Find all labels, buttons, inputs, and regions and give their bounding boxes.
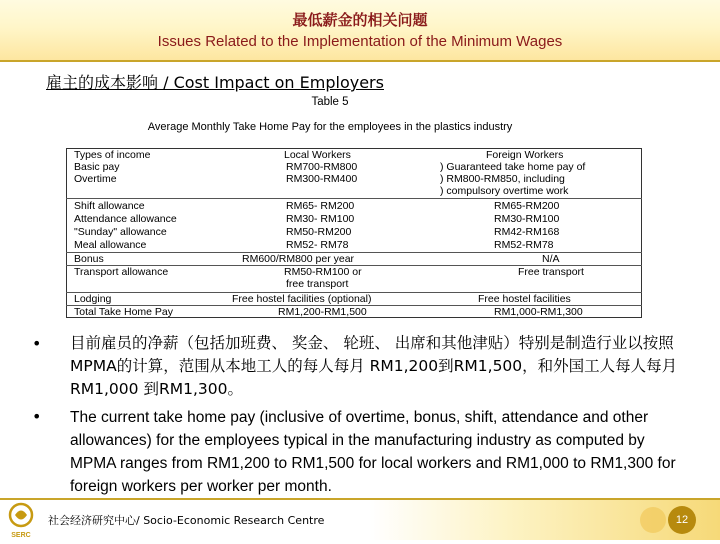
bullet-text-chinese: 目前雇员的净薪（包括加班费、 奖金、 轮班、 出席和其他津贴）特别是制造行业以按照 MPMA的计算，范围从本地工人的每人每月 RM1,200到RM1,500，和外国工人每人每月RM1,000 到RM1,300。 <box>70 334 678 398</box>
cell-type: Meal allowance <box>74 239 147 251</box>
cell-foreign: Free transport <box>518 266 584 278</box>
cell-foreign: RM52-RM78 <box>494 239 554 251</box>
cell-local: RM1,200-RM1,500 <box>278 306 367 318</box>
cell-foreign: N/A <box>542 253 560 265</box>
slide-title-english: Issues Related to the Implementation of the Minimum Wages <box>157 33 563 50</box>
cell-local: free transport <box>286 278 349 290</box>
cell-foreign: RM42-RM168 <box>494 226 560 238</box>
serc-logo <box>6 500 36 540</box>
cell-foreign: ) RM800-RM850, including <box>440 173 565 185</box>
cell-type: "Sunday" allowance <box>74 226 167 238</box>
section-subtitle: 雇主的成本影响 / Cost Impact on Employers <box>46 73 384 92</box>
bullet-marker: • <box>32 334 42 353</box>
cell-local: RM52- RM78 <box>286 239 349 251</box>
cell-foreign: RM65-RM200 <box>494 200 560 212</box>
cell-local: RM50-RM200 <box>286 226 352 238</box>
cell-type: Basic pay <box>74 161 120 173</box>
cell-local: Free hostel facilities (optional) <box>232 293 372 305</box>
cell-local: RM300-RM400 <box>286 173 358 185</box>
footer-organization: 社会经济研究中心/ Socio-Economic Research Centre <box>48 514 325 527</box>
slide-title-chinese: 最低薪金的相关问题 <box>292 11 428 29</box>
cell-foreign: ) compulsory overtime work <box>440 185 569 197</box>
cell-foreign: ) Guaranteed take home pay of <box>440 161 586 173</box>
logo-text: SERC <box>11 532 31 539</box>
cell-type: Transport allowance <box>74 266 169 278</box>
cell-local: RM50-RM100 or <box>284 266 362 278</box>
page-number: 12 <box>668 506 696 534</box>
cell-type: Total Take Home Pay <box>74 306 174 318</box>
cell-type: Attendance allowance <box>74 213 177 225</box>
cell-local: RM65- RM200 <box>286 200 355 212</box>
table-caption: Table 5 <box>311 96 349 108</box>
cell-type: Overtime <box>74 173 117 185</box>
cell-local: RM30- RM100 <box>286 213 355 225</box>
bullet-text-english: The current take home pay (inclusive of overtime, bonus, shift, attendance and other allowances) for the employees typical in the manufacturing industry as computed by MPMA ranges from RM1,200 to RM1,500 for local workers and RM1,000 to RM1,300 for foreign workers per worker per month. <box>70 409 676 495</box>
bullet-marker: • <box>32 407 42 426</box>
cell-foreign: RM30-RM100 <box>494 213 560 225</box>
cell-local: RM700-RM800 <box>286 161 358 173</box>
cell-type: Lodging <box>74 293 112 305</box>
footer-decoration <box>640 507 666 533</box>
column-header-local: Local Workers <box>284 149 351 161</box>
column-header-type: Types of income <box>74 149 151 161</box>
cell-type: Shift allowance <box>74 200 145 212</box>
table-row-divider <box>66 198 642 199</box>
cell-type: Bonus <box>74 253 104 265</box>
cell-foreign: RM1,000-RM1,300 <box>494 306 583 318</box>
table-heading: Average Monthly Take Home Pay for the employees in the plastics industry <box>147 121 513 133</box>
header-divider <box>0 60 720 62</box>
cell-foreign: Free hostel facilities <box>478 293 571 305</box>
column-header-foreign: Foreign Workers <box>486 149 564 161</box>
cell-local: RM600/RM800 per year <box>242 253 355 265</box>
